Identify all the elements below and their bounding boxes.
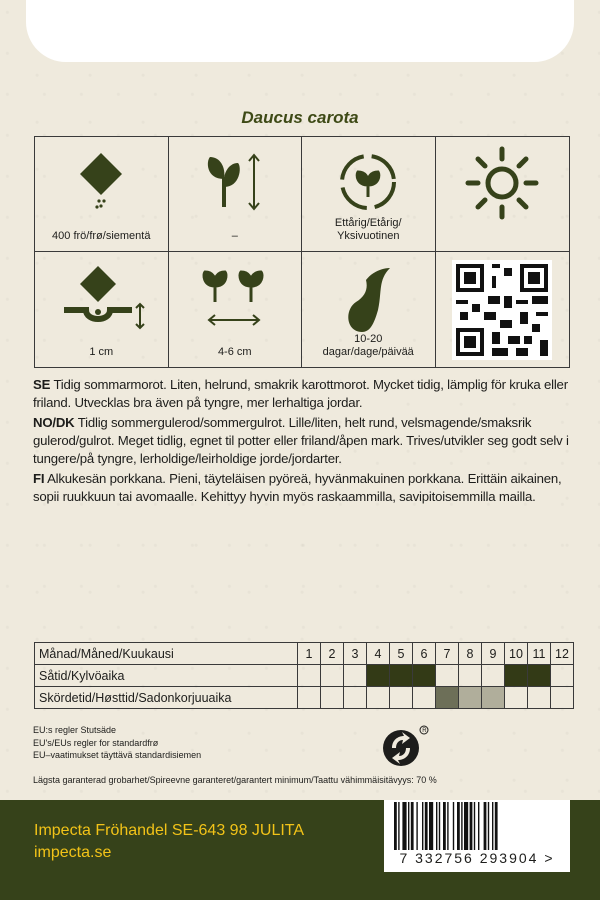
calendar-cell <box>390 687 413 709</box>
plant-height-icon <box>200 147 270 217</box>
month-cell: 11 <box>528 643 551 665</box>
annual-cell <box>302 137 436 252</box>
calendar-cell <box>321 687 344 709</box>
sowing-label: Såtid/Kylvöaika <box>35 665 298 687</box>
plant-height-label: – <box>231 230 238 242</box>
sowing-depth-label: 1 cm <box>89 346 114 358</box>
description-fi <box>33 470 569 506</box>
calendar-cell <box>367 687 390 709</box>
annual-label: Ettårig/Etårig/ Yksivuotinen <box>334 217 402 242</box>
germination-cell <box>302 252 436 367</box>
month-cell: 12 <box>551 643 574 665</box>
calendar-cell <box>298 665 321 687</box>
germination-icon <box>338 262 398 338</box>
germination-label: 10-20 dagar/dage/päivää <box>322 333 414 358</box>
info-grid <box>34 136 570 368</box>
calendar-cell <box>321 665 344 687</box>
lang-code: SE <box>33 377 51 392</box>
sun-icon <box>462 143 542 223</box>
calendar-cell <box>482 665 505 687</box>
calendar-cell <box>505 665 528 687</box>
calendar-cell <box>528 687 551 709</box>
calendar-cell <box>367 665 390 687</box>
calendar-cell <box>528 665 551 687</box>
company-address: Impecta Fröhandel SE-643 98 JULITA <box>34 822 305 839</box>
calendar-cell <box>505 687 528 709</box>
calendar-header: Månad/Måned/Kuukausi <box>35 643 298 665</box>
description-se <box>33 376 569 412</box>
calendar-cell <box>459 687 482 709</box>
sowing-depth-cell <box>35 252 169 367</box>
calendar-cell <box>344 665 367 687</box>
plant-spacing-icon <box>195 262 275 332</box>
plant-spacing-label: 4-6 cm <box>217 346 252 358</box>
barcode-number: 7 332756 293904 > <box>384 850 570 872</box>
eu-standard-text <box>33 724 201 762</box>
month-cell: 9 <box>482 643 505 665</box>
green-dot-recycling-icon <box>380 724 430 770</box>
calendar-cell <box>344 687 367 709</box>
month-cell: 4 <box>367 643 390 665</box>
calendar-cell <box>551 687 574 709</box>
month-cell: 10 <box>505 643 528 665</box>
description-text: Alkukesän porkkana. Pieni, täyteläisen pyöreä, hyvänmakuinen porkkana. Erittäin aikainen, sopii ruukkuun tai avomaalle. Kehittyy hyvin myös raskaammilla, savipitoisemmilla mailla. <box>33 471 562 504</box>
calendar-header-row <box>35 643 574 665</box>
sowing-depth-icon <box>56 262 146 338</box>
germination-guarantee: Lägsta garanterad grobarhet/Spireevne garanteret/garantert minimum/Taattu vähimmäisitävyys: 70 % <box>33 775 437 785</box>
description-text: Tidlig sommergulerod/sommergulrot. Lille/liten, helt rund, velsmagende/smaksrik gulerod/gulrot. Meget tidlig, egnet til potter eller friland/åpen mark. Trives/utvikler seg godt selv i tungere/på tyngre, lerholdige/leirholdige jorde/jordarter. <box>33 415 569 466</box>
description-text: Tidig sommarmorot. Liten, helrund, smakrik karottmorot. Mycket tidig, lämplig för kruka eller friland. Utvecklas bra även på tyngre, mer lerhaltiga jordar. <box>33 377 568 410</box>
qr-code-icon[interactable] <box>452 260 552 360</box>
eu-line: EU–vaatimukset täyttävä standardisiemen <box>33 750 202 760</box>
seed-count-label: 400 frö/frø/siementä <box>52 230 151 242</box>
harvest-row <box>35 687 574 709</box>
sowing-row <box>35 665 574 687</box>
description-no-dk <box>33 414 569 468</box>
company-info <box>34 820 304 864</box>
calendar-cell <box>298 687 321 709</box>
seed-count-cell <box>35 137 169 252</box>
sowing-calendar <box>34 642 574 709</box>
seed-packet-icon <box>66 147 136 217</box>
calendar-cell <box>413 665 436 687</box>
month-cell: 3 <box>344 643 367 665</box>
calendar-cell <box>459 665 482 687</box>
month-cell: 1 <box>298 643 321 665</box>
species-name: Daucus carota <box>241 108 359 127</box>
plant-height-cell <box>169 137 303 252</box>
lang-code: NO/DK <box>33 415 75 430</box>
month-cell: 8 <box>459 643 482 665</box>
calendar-cell <box>436 687 459 709</box>
month-cell: 7 <box>436 643 459 665</box>
hang-hole <box>26 0 574 62</box>
calendar-cell <box>390 665 413 687</box>
calendar-cell <box>551 665 574 687</box>
qr-cell <box>436 252 570 367</box>
calendar-cell <box>436 665 459 687</box>
company-website[interactable]: impecta.se <box>34 844 112 861</box>
descriptions <box>33 376 569 508</box>
month-cell: 2 <box>321 643 344 665</box>
calendar-cell <box>482 687 505 709</box>
harvest-label: Skördetid/Høsttid/Sadonkorjuuaika <box>35 687 298 709</box>
plant-spacing-cell <box>169 252 303 367</box>
eu-line: EU:s regler Stutsäde <box>33 725 117 735</box>
sun-cell <box>436 137 570 252</box>
calendar-cell <box>413 687 436 709</box>
eu-line: EU's/EUs regler for standardfrø <box>33 737 159 748</box>
annual-cycle-icon <box>333 147 403 217</box>
svg-text:R: R <box>422 728 427 735</box>
month-cell: 6 <box>413 643 436 665</box>
month-cell: 5 <box>390 643 413 665</box>
lang-code: FI <box>33 471 45 486</box>
